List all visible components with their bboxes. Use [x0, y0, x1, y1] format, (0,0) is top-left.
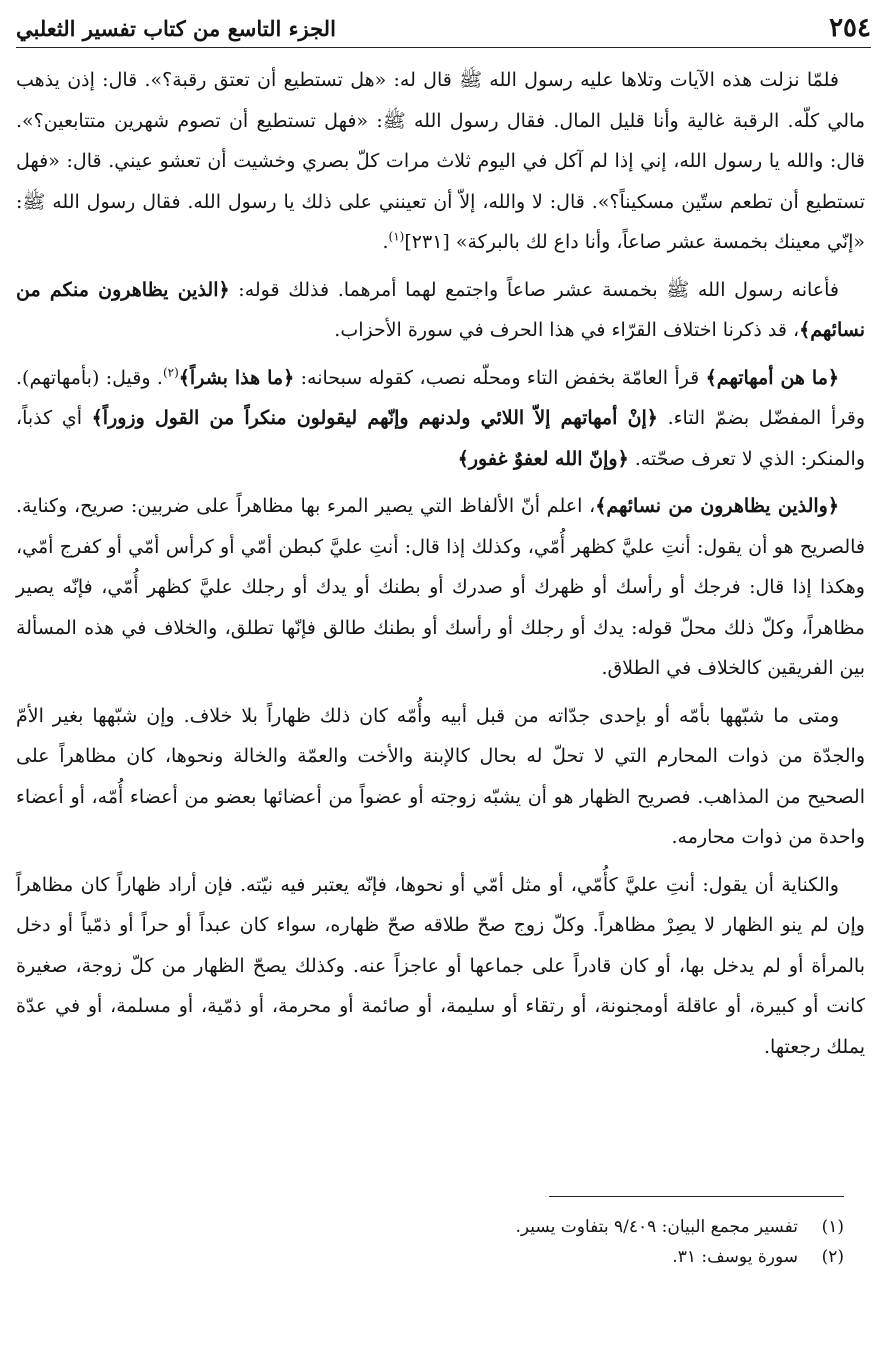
quran-quote: ﴿ما هن أمهاتهم﴾ — [705, 366, 840, 389]
footnote — [40, 1242, 844, 1272]
footnote-ref-2: (٢) — [162, 365, 179, 380]
quran-quote: ﴿وإنّ الله لعفوٌ غفور﴾ — [457, 447, 629, 470]
footnotes — [40, 1212, 844, 1272]
header-rule — [16, 47, 871, 48]
page-number: ٢٥٤ — [829, 13, 871, 43]
quran-quote: ﴿ما هذا بشراً﴾ — [178, 366, 295, 389]
page-header — [16, 10, 871, 46]
paragraph-1-end: . — [382, 231, 389, 253]
paragraph-2 — [16, 270, 865, 351]
paragraph-2-text-a: فأعانه رسول الله ﷺ بخمسة عشر صاعاً واجتمع لهما أمرهما. فذلك قوله: — [229, 278, 839, 301]
paragraph-3-text-b: . وقيل: (بأمهاتهم). وقرأ المفضّل بضمّ التاء. — [16, 366, 865, 429]
footnote — [40, 1212, 844, 1242]
footnote-text: سورة يوسف: ٣١. — [672, 1247, 798, 1267]
paragraph-1 — [16, 60, 865, 263]
paragraph-4-text: ، اعلم أنّ الألفاظ التي يصير المرء بها مظاهراً على ضربين: صريح، وكناية. فالصريح هو أن يقول: أنتِ عليَّ كظهر أُمّي، وكذلك إذا قال: أنتِ عليَّ كبطن أمّي أو كرأس أمّي أو كفرج أمّي، وهكذا إذا قال: فرجك أو رأسك أو ظهرك أو صدرك أو بطنك أو يدك أو رجلك عليَّ كظهر أُمّي، فإنّه يصير مظاهراً، وكلّ ذلك محلّ قوله: يدك أو رجلك أو رأسك أو بطنك طالق فإنّها تطلق، والخلاف في هذه المسألة بين الفريقين كالخلاف في الطلاق. — [16, 495, 865, 679]
paragraph-6: والكناية أن يقول: أنتِ عليَّ كأُمّي، أو مثل أمّي أو نحوها، فإنّه يعتبر فيه نيّته. فإن أراد ظهاراً كان مظاهراً وإن لم ينو الظهار لا يصِرْ مظاهراً. وكلّ زوج صحّ طلاقه صحّ ظهاره، سواء كان عبداً أو حراً أو ذمّياً أو دخل بالمرأة أو لم يدخل بها، أو كان قادراً على جماعها أو عاجزاً عنه. وكذلك يصحّ الظهار من كلّ زوجة، صغيرة كانت أو كبيرة، أو عاقلة أومجنونة، أو رتقاء أو سليمة، أو صائمة أو محرمة، أو ذمّية، أو مسلمة، أو في عدّة يملك رجعتها. — [16, 873, 865, 1058]
footnote-ref-1: (١) — [388, 229, 405, 244]
paragraph-5: ومتى ما شبّهها بأمّه أو بإحدى جدّاته من قبل أبيه وأُمّه كان ذلك ظهاراً بلا خلاف. وإن شبّهها بغير الأمّ والجدّة من ذوات المحارم التي لا تحلّ له بحال كالإبنة والأخت والعمّة والخالة ونحوها، كان مظاهراً على الصحيح من المذاهب. فصريح الظهار هو أن يشبّه زوجته أو عضواً من أعضائها بعضو من أعضاء أُمّه، أو أعضاء واحدة من ذوات محارمه. — [16, 704, 865, 848]
quran-quote: ﴿والذين يظاهرون من نسائهم﴾ — [595, 495, 839, 517]
paragraph-3-text-a: قرأ العامّة بخفض التاء ومحلّه نصب، كقوله سبحانه: — [294, 366, 706, 389]
footnote-number: (٢) — [821, 1247, 844, 1267]
quran-quote: ﴿إنْ أمهاتهم إلاّ اللائي ولدنهم وإنّهم ليقولون منكراً من القول وزوراً﴾ — [91, 407, 658, 429]
paragraph-1-text: فلمّا نزلت هذه الآيات وتلاها عليه رسول الله ﷺ قال له: «هل تستطيع أن تعتق رقبة؟». قال: إذن يذهب مالي كلّه. الرقبة غالية وأنا قليل المال. فقال رسول الله ﷺ: «فهل تستطيع أن تصوم شهرين متتابعين؟». قال: والله يا رسول الله، إني إذا لم آكل في اليوم ثلاث مرات كلّ بصري وخشيت أن تعشو عيني. قال: «فهل تستطيع أن تطعم ستّين مسكيناً؟». قال: لا والله، إلاّ أن تعينني على ذلك يا رسول الله. فقال رسول الله ﷺ: «إنّي معينك بخمسة عشر صاعاً، وأنا داع لك بالبركة» [٢٣١] — [16, 69, 865, 253]
paragraph-2-text-b: ، قد ذكرنا اختلاف القرّاء في هذا الحرف في سورة الأحزاب. — [334, 319, 800, 341]
footnote-text: تفسير مجمع البيان: ٩/٤٠٩ بتفاوت يسير. — [515, 1217, 798, 1237]
main-text — [16, 60, 865, 1074]
footnote-rule — [549, 1196, 844, 1197]
running-title: الجزء التاسع من كتاب تفسير الثعلبي — [16, 15, 336, 41]
quran-quote: ﴿الذين يظاهرون منكم من نسائهم﴾ — [16, 278, 865, 341]
paragraph-3-text-c: أي كذباً، والمنكر: الذي لا تعرف صحّته. — [16, 407, 865, 470]
paragraph-4 — [16, 486, 865, 689]
paragraph-3 — [16, 358, 865, 480]
footnote-number: (١) — [821, 1217, 844, 1237]
